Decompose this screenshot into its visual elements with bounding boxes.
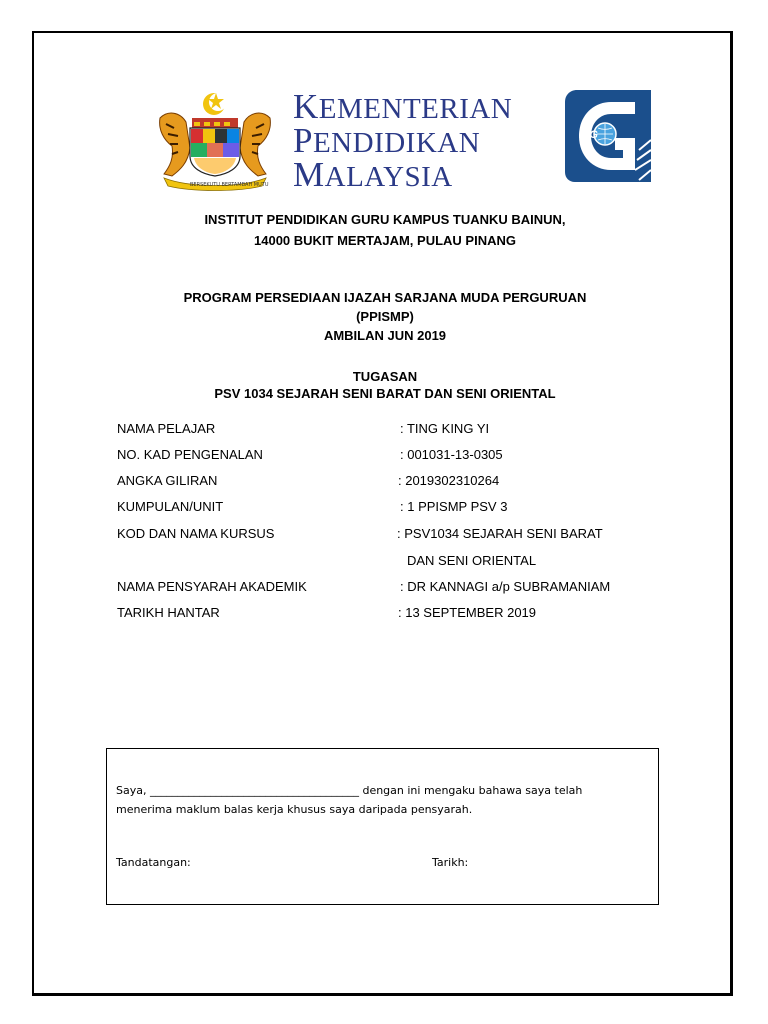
- institute-name: INSTITUT PENDIDIKAN GURU KAMPUS TUANKU BAINUN,: [204, 212, 566, 227]
- detail-value: : 1 PPISMP PSV 3: [400, 499, 508, 514]
- ministry-line-2: PENDIDIKAN: [293, 121, 481, 160]
- institute-address: 14000 BUKIT MERTAJAM, PULAU PINANG: [254, 233, 516, 248]
- detail-value-continued: DAN SENI ORIENTAL: [407, 553, 537, 568]
- signature-label: Tandatangan:: [116, 856, 191, 869]
- detail-label: NO. KAD PENGENALAN: [117, 447, 263, 462]
- detail-label: TARIKH HANTAR: [117, 605, 220, 620]
- ministry-line-1: KEMENTERIAN: [293, 87, 513, 126]
- detail-value: : PSV1034 SEJARAH SENI BARAT: [397, 526, 603, 541]
- declaration-line-2: menerima maklum balas kerja khusus saya daripada pensyarah.: [116, 803, 473, 816]
- assignment-course: PSV 1034 SEJARAH SENI BARAT DAN SENI ORIENTAL: [214, 386, 556, 401]
- program-code: (PPISMP): [356, 309, 414, 324]
- program-title: PROGRAM PERSEDIAAN IJAZAH SARJANA MUDA PERGURUAN: [183, 290, 587, 305]
- declaration-line-1: Saya, ______________________________________ dengan ini mengaku bahawa saya telah: [116, 784, 583, 797]
- declaration-box: [106, 748, 659, 905]
- date-label: Tarikh:: [432, 856, 469, 869]
- detail-label: ANGKA GILIRAN: [117, 473, 218, 488]
- ipg-logo: [565, 90, 651, 182]
- detail-value: : TING KING YI: [400, 421, 490, 436]
- detail-label: NAMA PENSYARAH AKADEMIK: [117, 579, 307, 594]
- assignment-label: TUGASAN: [352, 369, 418, 384]
- detail-label: KUMPULAN/UNIT: [117, 499, 224, 514]
- detail-value: : 2019302310264: [398, 473, 500, 488]
- detail-label: KOD DAN NAMA KURSUS: [117, 526, 275, 541]
- detail-value: : DR KANNAGI a/p SUBRAMANIAM: [400, 579, 611, 594]
- jata-motto: BERSEKUTU BERTAMBAH MUTU: [190, 182, 269, 188]
- ipg-logo-text: iPG: [579, 129, 598, 141]
- ministry-wordmark: [293, 87, 513, 194]
- program-intake: AMBILAN JUN 2019: [323, 328, 447, 343]
- detail-value: : 001031-13-0305: [400, 447, 503, 462]
- ministry-line-3: MALAYSIA: [293, 155, 453, 194]
- detail-value: : 13 SEPTEMBER 2019: [398, 605, 537, 620]
- coat-of-arms-logo: [150, 88, 280, 192]
- detail-label: NAMA PELAJAR: [117, 421, 216, 436]
